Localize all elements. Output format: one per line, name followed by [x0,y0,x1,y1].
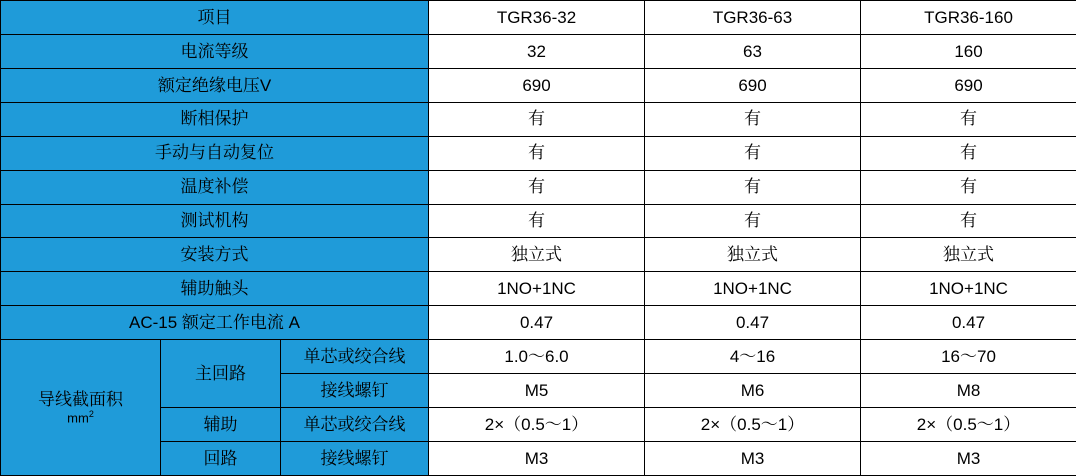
row-label: 手动与自动复位 [1,136,429,170]
row-value: 有 [429,102,645,136]
row-value: 160 [861,34,1076,68]
row-value: 独立式 [645,238,861,272]
wire-group-aux-label-line1: 辅助 [161,408,281,442]
wire-row-label: 接线螺钉 [281,441,429,475]
table-row [1,102,1076,136]
row-value: 独立式 [861,238,1076,272]
row-value: 2×（0.5～1） [429,408,645,442]
row-label: 辅助触头 [1,272,429,306]
table-row-wire-aux-screw [1,441,1076,475]
table-row-wire-aux-core [1,408,1076,442]
row-value: M8 [861,374,1076,408]
row-value: 1.0～6.0 [429,340,645,374]
row-label: 额定绝缘电压V [1,68,429,102]
row-value: 独立式 [429,238,645,272]
row-value: 有 [861,170,1076,204]
row-value: 有 [645,204,861,238]
row-value: M3 [645,441,861,475]
row-value: 0.47 [429,306,645,340]
row-value: 有 [861,204,1076,238]
header-model-2: TGR36-63 [645,1,861,35]
row-label: 电流等级 [1,34,429,68]
row-value: 1NO+1NC [861,272,1076,306]
row-value: 有 [645,136,861,170]
row-value: 有 [861,102,1076,136]
table-row [1,68,1076,102]
table-row [1,272,1076,306]
row-value: 4～16 [645,340,861,374]
wire-section-unit: $mm^2$ [67,408,94,425]
table-row [1,204,1076,238]
row-value: 0.47 [861,306,1076,340]
row-value: 有 [645,102,861,136]
row-label: AC-15 额定工作电流 A [1,306,429,340]
row-value: 2×（0.5～1） [645,408,861,442]
table-row [1,136,1076,170]
wire-row-label: 单芯或绞合线 [281,408,429,442]
table-row [1,306,1076,340]
row-label: 安装方式 [1,238,429,272]
row-value: 690 [861,68,1076,102]
row-value: 690 [645,68,861,102]
row-value: 16～70 [861,340,1076,374]
row-value: 0.47 [645,306,861,340]
row-value: M3 [429,441,645,475]
header-item-label: 项目 [1,1,429,35]
row-value: 有 [645,170,861,204]
row-value: 2×（0.5～1） [861,408,1076,442]
row-value: 1NO+1NC [645,272,861,306]
wire-group-aux-label-line2: 回路 [161,441,281,475]
row-value: M5 [429,374,645,408]
table-row [1,170,1076,204]
wire-group-main-label: 主回路 [161,340,281,408]
row-value: 1NO+1NC [429,272,645,306]
row-value: 有 [429,204,645,238]
row-label: 温度补偿 [1,170,429,204]
wire-section-label [1,340,161,476]
row-value: 63 [645,34,861,68]
row-value: 有 [861,136,1076,170]
header-model-3: TGR36-160 [861,1,1076,35]
header-model-1: TGR36-32 [429,1,645,35]
wire-section-title: 导线截面积 [38,390,123,410]
table-row-wire-main-core [1,340,1076,374]
table-row-header [1,1,1076,35]
row-label: 断相保护 [1,102,429,136]
row-value: 有 [429,136,645,170]
table-row [1,238,1076,272]
table-row [1,34,1076,68]
row-value: M3 [861,441,1076,475]
wire-row-label: 接线螺钉 [281,374,429,408]
row-value: 有 [429,170,645,204]
wire-row-label: 单芯或绞合线 [281,340,429,374]
row-value: M6 [645,374,861,408]
row-value: 32 [429,34,645,68]
row-label: 测试机构 [1,204,429,238]
row-value: 690 [429,68,645,102]
